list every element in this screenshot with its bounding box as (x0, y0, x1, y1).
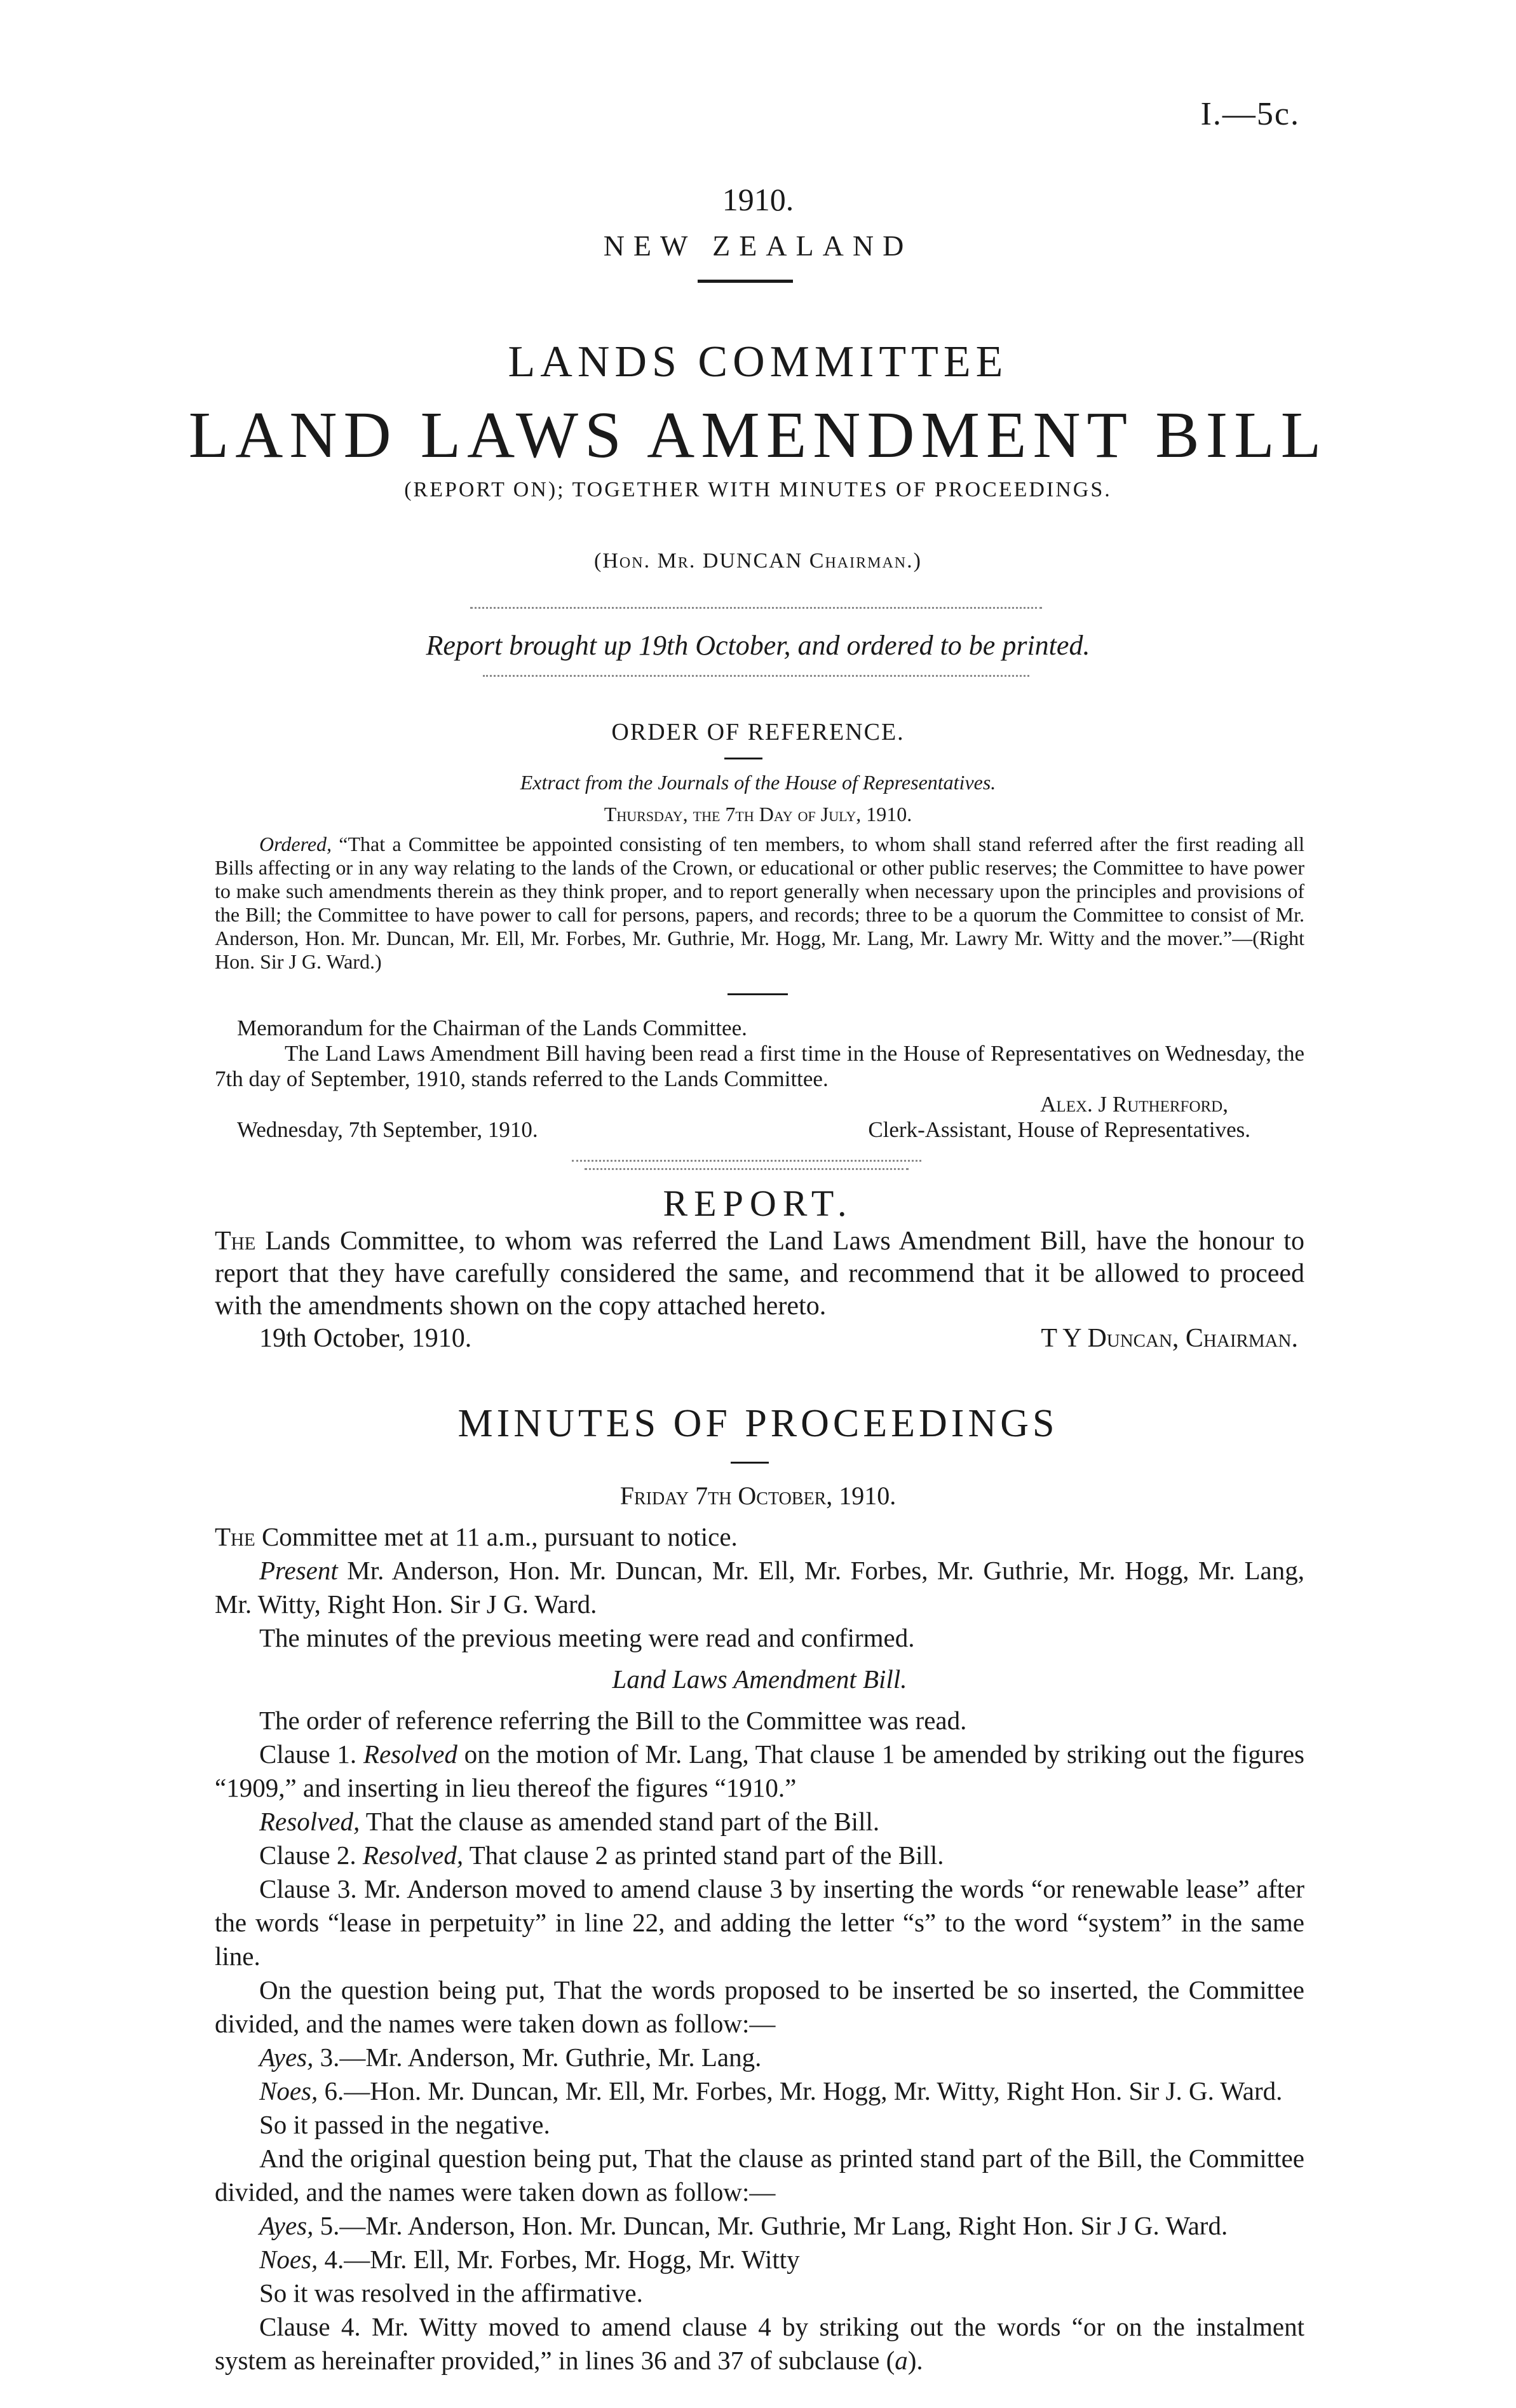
bill-title: LAND LAWS AMENDMENT BILL (188, 398, 1328, 472)
negative-text: So it passed in the negative. (259, 2110, 550, 2139)
country: NEW ZEALAND (603, 229, 913, 262)
clause1-res-label: Resolved, (259, 1807, 360, 1836)
memorandum-position: Clerk-Assistant, House of Representatives. (868, 1117, 1250, 1142)
clause4-subclause: a (895, 2346, 908, 2375)
clause1-text: on the motion of Mr. Lang, That clause 1 be amended by striking out the figures “1909,” and inserting in lieu thereof the figures “1910.” (215, 1739, 1304, 1802)
ayes1-label: Ayes, (259, 2043, 314, 2072)
clause2-label: Clause 2. (259, 1840, 356, 1870)
noes1-text: 6.—Hon. Mr. Duncan, Mr. Ell, Mr. Forbes, Mr. Hogg, Mr. Witty, Right Hon. Sir J. G. Ward. (324, 2076, 1283, 2105)
memorandum-signatory: Alex. J Rutherford, (1040, 1092, 1228, 1117)
chairman-line: (Hon. Mr. DUNCAN Chairman.) (594, 549, 922, 573)
order-body (215, 833, 1304, 974)
present-text: Mr. Anderson, Hon. Mr. Duncan, Mr. Ell, Mr. Forbes, Mr. Guthrie, Mr. Hogg, Mr. Lang, Mr. Witty, Right Hon. Sir J G. Ward. (215, 1556, 1305, 1619)
memorandum-title: Memorandum for the Chairman of the Lands Committee. (237, 1016, 747, 1040)
faint-rule-2 (483, 675, 1029, 677)
report-line: Report brought up 19th October, and ordered to be printed. (426, 630, 1090, 661)
order-read: The order of reference referring the Bill to the Committee was read. (259, 1706, 967, 1735)
affirmative-text: So it was resolved in the affirmative. (259, 2278, 643, 2308)
question1-text: On the question being put, That the words proposed to be inserted be so inserted, the Committee divided, and the names were taken down as follow:— (215, 1975, 1304, 2038)
order-text: “That a Committee be appointed consisting of ten members, to whom shall stand referred after the first reading all Bills affecting or in any way relating to the lands of the Crown, or educational or other public reserves; the Committee to have power to make such amendments therein as they think proper, and to report generally when necessary upon the principles and provisions of the Bill; the Committee to have power to call for persons, papers, and records; three to be a quorum the Committee to consist of Mr. Anderson, Hon. Mr. Duncan, Mr. Ell, Mr. Forbes, Mr. Guthrie, Mr. Hogg, Mr. Lang, Mr. Lawry Mr. Witty and the mover.”—(Right Hon. Sir J G. Ward.) (215, 833, 1305, 973)
ayes2-text: 5.—Mr. Anderson, Hon. Mr. Duncan, Mr. Guthrie, Mr Lang, Right Hon. Sir J G. Ward. (320, 2211, 1228, 2240)
memorandum-body: The Land Laws Amendment Bill having been read a first time in the House of Representatives on Wednesday, the 7th day of September, 1910, stands referred to the Lands Committee. (215, 1041, 1304, 1091)
clause4-text: Clause 4. Mr. Witty moved to amend clause 4 by striking out the words “or on the instalment system as hereinafter provided,” in lines 36 and 37 of subclause ( (215, 2312, 1304, 2375)
ayes2-label: Ayes, (259, 2211, 314, 2240)
memorandum-date: Wednesday, 7th September, 1910. (237, 1117, 538, 1142)
year: 1910. (722, 182, 794, 217)
order-of-reference-heading: ORDER OF REFERENCE. (611, 719, 905, 745)
memorandum (215, 1016, 1304, 1143)
minutes-heading: MINUTES OF PROCEEDINGS (457, 1402, 1059, 1445)
report-body (215, 1225, 1304, 1355)
order-end-rule (728, 993, 788, 995)
ayes1-text: 3.—Mr. Anderson, Mr. Guthrie, Mr. Lang. (320, 2043, 762, 2072)
minutes-date: Friday 7th October, 1910. (619, 1481, 897, 1510)
clause2-resolved: Resolved, (362, 1840, 464, 1870)
faint-rule-3 (572, 1160, 921, 1162)
committee-title: LANDS COMMITTEE (508, 337, 1008, 386)
clause3-text: Clause 3. Mr. Anderson moved to amend clause 3 by inserting the words “or renewable lease” after the words “lease in perpetuity” in line 22, and adding the letter “s” to the word “system” in the same line. (215, 1874, 1304, 1971)
report-heading: REPORT. (663, 1183, 853, 1224)
clause4-end: ). (907, 2346, 923, 2375)
report-lead: The (215, 1227, 256, 1256)
present-label: Present (259, 1556, 338, 1585)
met-text: Committee met at 11 a.m., pursuant to notice. (261, 1522, 738, 1551)
noes2-label: Noes, (259, 2245, 318, 2274)
subject-line: Land Laws Amendment Bill. (612, 1664, 907, 1694)
clause2-text: That clause 2 as printed stand part of the Bill. (469, 1840, 944, 1870)
extract-line: Extract from the Journals of the House of Representatives. (520, 771, 996, 794)
noes2-text: 4.—Mr. Ell, Mr. Forbes, Mr. Hogg, Mr. Witty (324, 2245, 800, 2274)
report-signature: T Y Duncan, Chairman. (1041, 1324, 1298, 1353)
faint-rule-1 (470, 607, 1042, 609)
clause1-resolved: Resolved (363, 1739, 457, 1769)
header-rule (698, 280, 793, 283)
noes1-label: Noes, (259, 2076, 318, 2105)
page-reference: I.—5c. (1200, 96, 1300, 132)
faint-rule-4 (585, 1168, 909, 1170)
minutes-body (215, 1520, 1304, 2377)
confirmed-text: The minutes of the previous meeting were read and confirmed. (259, 1623, 915, 1652)
report-text: Lands Committee, to whom was referred the Land Laws Amendment Bill, have the honour to report that they have carefully considered the same, and recommend that it be allowed to proceed with the amendments shown on the copy attached hereto. (215, 1227, 1305, 1321)
order-date: Thursday, the 7th Day of July, 1910. (604, 803, 912, 826)
minutes-rule (731, 1462, 769, 1464)
order-rule (724, 758, 762, 759)
report-date: 19th October, 1910. (259, 1324, 472, 1353)
bill-subtitle: (REPORT ON); TOGETHER WITH MINUTES OF PROCEEDINGS. (404, 478, 1112, 501)
clause1-res-text: That the clause as amended stand part of the Bill. (365, 1807, 880, 1836)
ordered-label: Ordered, (259, 833, 332, 855)
clause1-label: Clause 1. (259, 1739, 357, 1769)
met-lead: The (215, 1522, 255, 1551)
question2-text: And the original question being put, That the clause as printed stand part of the Bill, the Committee divided, and the names were taken down as follow:— (215, 2144, 1304, 2207)
